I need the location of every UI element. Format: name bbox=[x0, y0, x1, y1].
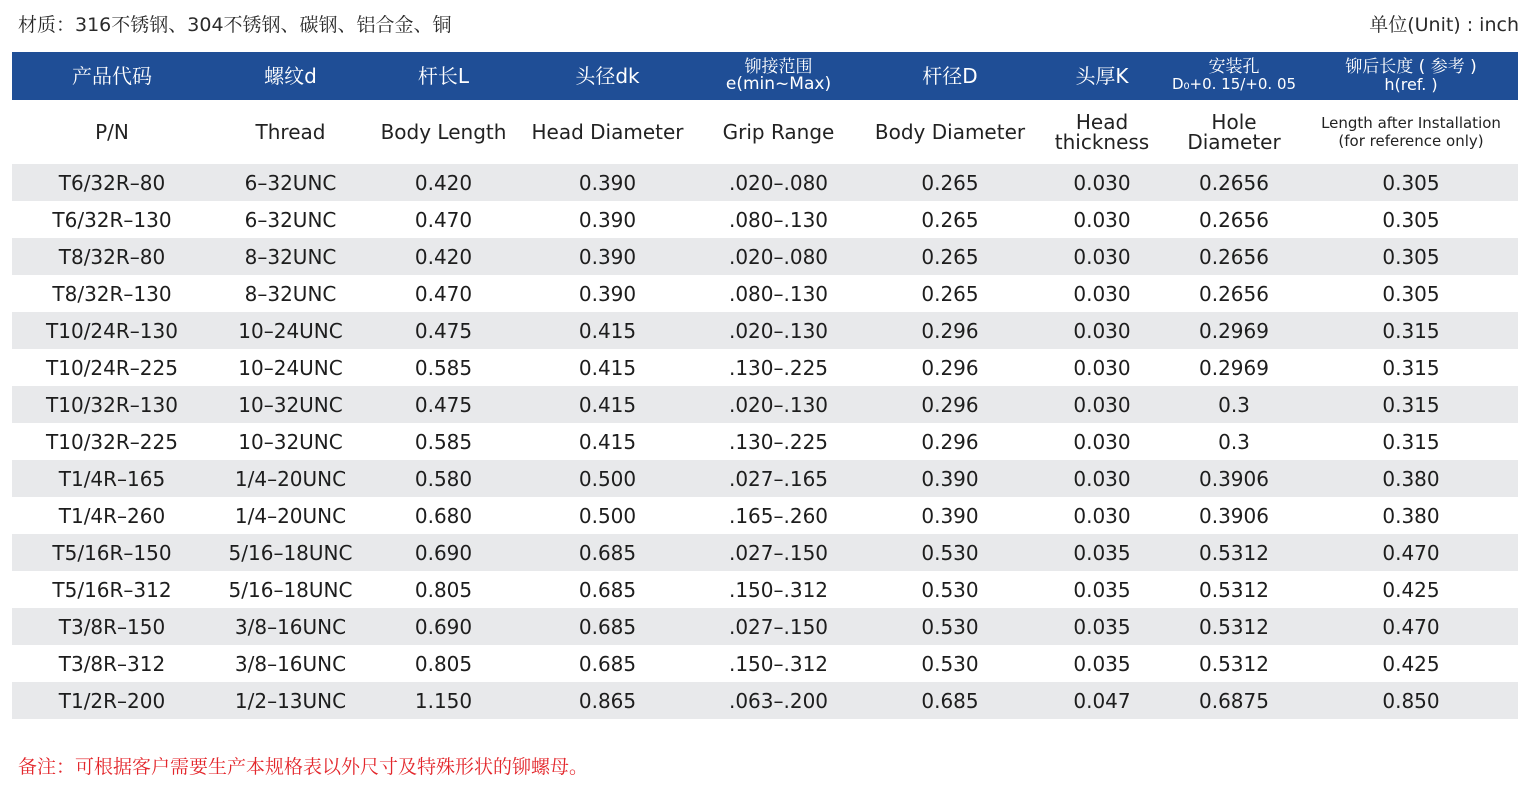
cell-head-thickness: 0.030 bbox=[1040, 497, 1164, 534]
cell-thread: 5/16–18UNC bbox=[212, 534, 369, 571]
cell-body-diameter: 0.390 bbox=[860, 460, 1040, 497]
cell-after-length: 0.425 bbox=[1304, 645, 1518, 682]
cell-grip-range: .080–.130 bbox=[697, 201, 860, 238]
cell-grip-range: .027–.150 bbox=[697, 608, 860, 645]
cell-body-length: 0.475 bbox=[369, 312, 518, 349]
table-row bbox=[12, 349, 1518, 386]
top-info-bar bbox=[0, 6, 1533, 38]
cell-grip-range: .020–.130 bbox=[697, 386, 860, 423]
cell-grip-range: .020–.080 bbox=[697, 238, 860, 275]
cell-pn: T5/16R–312 bbox=[12, 571, 212, 608]
cell-after-length: 0.425 bbox=[1304, 571, 1518, 608]
cell-body-diameter: 0.530 bbox=[860, 645, 1040, 682]
after-length-en-line1: Length after Installation bbox=[1321, 114, 1501, 132]
cell-after-length: 0.315 bbox=[1304, 386, 1518, 423]
cell-body-diameter: 0.530 bbox=[860, 571, 1040, 608]
cell-body-diameter: 0.296 bbox=[860, 312, 1040, 349]
table-row bbox=[12, 608, 1518, 645]
cell-body-length: 0.475 bbox=[369, 386, 518, 423]
cell-head-diameter: 0.500 bbox=[518, 460, 697, 497]
cell-after-length: 0.380 bbox=[1304, 497, 1518, 534]
cell-grip-range: .150–.312 bbox=[697, 645, 860, 682]
col-header-body-length-cn: 杆长L bbox=[369, 52, 518, 100]
cell-pn: T10/32R–130 bbox=[12, 386, 212, 423]
cell-head-thickness: 0.035 bbox=[1040, 645, 1164, 682]
cell-after-length: 0.315 bbox=[1304, 423, 1518, 460]
cell-after-length: 0.315 bbox=[1304, 312, 1518, 349]
cell-thread: 6–32UNC bbox=[212, 164, 369, 201]
cell-body-length: 0.470 bbox=[369, 201, 518, 238]
cell-pn: T8/32R–130 bbox=[12, 275, 212, 312]
cell-thread: 3/8–16UNC bbox=[212, 608, 369, 645]
cell-head-thickness: 0.030 bbox=[1040, 386, 1164, 423]
cell-head-diameter: 0.390 bbox=[518, 201, 697, 238]
cell-body-length: 0.420 bbox=[369, 164, 518, 201]
cell-after-length: 0.470 bbox=[1304, 534, 1518, 571]
hole-diameter-en-line1: Hole bbox=[1211, 110, 1257, 134]
cell-hole-diameter: 0.3906 bbox=[1164, 460, 1304, 497]
table-row bbox=[12, 312, 1518, 349]
cell-thread: 10–32UNC bbox=[212, 423, 369, 460]
col-header-thread-en: Thread bbox=[212, 100, 369, 164]
cell-head-thickness: 0.030 bbox=[1040, 275, 1164, 312]
cell-grip-range: .130–.225 bbox=[697, 349, 860, 386]
cell-hole-diameter: 0.3 bbox=[1164, 386, 1304, 423]
after-length-cn-line1: 铆后长度 ( 参考 ) bbox=[1345, 57, 1477, 77]
table-row bbox=[12, 645, 1518, 682]
grip-range-cn-line1: 铆接范围 bbox=[744, 57, 813, 77]
footnote: 备注：可根据客户需要生产本规格表以外尺寸及特殊形状的铆螺母。 bbox=[18, 756, 589, 778]
cell-grip-range: .063–.200 bbox=[697, 682, 860, 719]
cell-after-length: 0.850 bbox=[1304, 682, 1518, 719]
cell-thread: 5/16–18UNC bbox=[212, 571, 369, 608]
cell-head-diameter: 0.415 bbox=[518, 423, 697, 460]
cell-head-diameter: 0.415 bbox=[518, 312, 697, 349]
cell-body-diameter: 0.685 bbox=[860, 682, 1040, 719]
table-row bbox=[12, 201, 1518, 238]
cell-grip-range: .165–.260 bbox=[697, 497, 860, 534]
hole-diameter-cn-line1: 安装孔 bbox=[1208, 57, 1260, 77]
cell-hole-diameter: 0.2656 bbox=[1164, 201, 1304, 238]
table-row bbox=[12, 682, 1518, 719]
cell-after-length: 0.305 bbox=[1304, 275, 1518, 312]
col-header-head-thickness-en bbox=[1040, 100, 1164, 164]
cell-head-thickness: 0.030 bbox=[1040, 349, 1164, 386]
cell-pn: T1/2R–200 bbox=[12, 682, 212, 719]
cell-head-diameter: 0.685 bbox=[518, 571, 697, 608]
cell-thread: 8–32UNC bbox=[212, 275, 369, 312]
cell-hole-diameter: 0.2969 bbox=[1164, 349, 1304, 386]
cell-thread: 3/8–16UNC bbox=[212, 645, 369, 682]
col-header-hole-diameter-cn bbox=[1164, 52, 1304, 100]
after-length-cn-line2: h(ref. ) bbox=[1384, 75, 1438, 94]
cell-body-diameter: 0.265 bbox=[860, 201, 1040, 238]
cell-after-length: 0.470 bbox=[1304, 608, 1518, 645]
cell-head-diameter: 0.685 bbox=[518, 608, 697, 645]
cell-body-diameter: 0.265 bbox=[860, 275, 1040, 312]
cell-hole-diameter: 0.5312 bbox=[1164, 534, 1304, 571]
cell-body-length: 0.680 bbox=[369, 497, 518, 534]
cell-body-diameter: 0.296 bbox=[860, 423, 1040, 460]
cell-body-length: 0.580 bbox=[369, 460, 518, 497]
cell-head-thickness: 0.035 bbox=[1040, 571, 1164, 608]
col-header-head-diameter-cn: 头径dk bbox=[518, 52, 697, 100]
table-row bbox=[12, 164, 1518, 201]
cell-head-diameter: 0.390 bbox=[518, 164, 697, 201]
spec-table-body bbox=[12, 164, 1518, 719]
hole-diameter-cn-line2: D₀+0. 15/+0. 05 bbox=[1171, 75, 1297, 93]
cell-body-diameter: 0.296 bbox=[860, 386, 1040, 423]
cell-head-diameter: 0.865 bbox=[518, 682, 697, 719]
col-header-grip-range-en: Grip Range bbox=[697, 100, 860, 164]
cell-head-thickness: 0.047 bbox=[1040, 682, 1164, 719]
cell-thread: 1/4–20UNC bbox=[212, 460, 369, 497]
cell-head-diameter: 0.390 bbox=[518, 238, 697, 275]
col-header-head-thickness-cn: 头厚K bbox=[1040, 52, 1164, 100]
col-header-thread-cn: 螺纹d bbox=[212, 52, 369, 100]
hole-diameter-en-line2: Diameter bbox=[1187, 130, 1281, 154]
cell-thread: 10–32UNC bbox=[212, 386, 369, 423]
cell-grip-range: .027–.150 bbox=[697, 534, 860, 571]
cell-pn: T10/24R–130 bbox=[12, 312, 212, 349]
cell-head-thickness: 0.030 bbox=[1040, 460, 1164, 497]
table-row bbox=[12, 534, 1518, 571]
col-header-hole-diameter-en bbox=[1164, 100, 1304, 164]
cell-thread: 10–24UNC bbox=[212, 349, 369, 386]
cell-head-diameter: 0.685 bbox=[518, 645, 697, 682]
cell-body-length: 0.585 bbox=[369, 349, 518, 386]
col-header-grip-range-cn bbox=[697, 52, 860, 100]
cell-pn: T3/8R–312 bbox=[12, 645, 212, 682]
table-row bbox=[12, 238, 1518, 275]
cell-hole-diameter: 0.2656 bbox=[1164, 238, 1304, 275]
cell-body-diameter: 0.390 bbox=[860, 497, 1040, 534]
header-row-english bbox=[12, 100, 1518, 164]
cell-pn: T5/16R–150 bbox=[12, 534, 212, 571]
table-row bbox=[12, 497, 1518, 534]
unit-text: 单位(Unit) : inch bbox=[1369, 14, 1519, 36]
cell-hole-diameter: 0.6875 bbox=[1164, 682, 1304, 719]
cell-body-length: 0.690 bbox=[369, 608, 518, 645]
cell-body-length: 1.150 bbox=[369, 682, 518, 719]
cell-head-thickness: 0.030 bbox=[1040, 312, 1164, 349]
cell-after-length: 0.380 bbox=[1304, 460, 1518, 497]
cell-body-diameter: 0.296 bbox=[860, 349, 1040, 386]
cell-body-diameter: 0.530 bbox=[860, 534, 1040, 571]
cell-pn: T1/4R–260 bbox=[12, 497, 212, 534]
cell-body-length: 0.805 bbox=[369, 645, 518, 682]
cell-hole-diameter: 0.5312 bbox=[1164, 608, 1304, 645]
cell-body-diameter: 0.265 bbox=[860, 164, 1040, 201]
cell-pn: T1/4R–165 bbox=[12, 460, 212, 497]
col-header-after-length-en bbox=[1304, 100, 1518, 164]
cell-head-diameter: 0.415 bbox=[518, 386, 697, 423]
table-row bbox=[12, 423, 1518, 460]
cell-pn: T6/32R–80 bbox=[12, 164, 212, 201]
col-header-body-length-en: Body Length bbox=[369, 100, 518, 164]
cell-body-length: 0.805 bbox=[369, 571, 518, 608]
cell-body-length: 0.470 bbox=[369, 275, 518, 312]
head-thickness-en-line1: Head bbox=[1075, 110, 1129, 134]
cell-grip-range: .150–.312 bbox=[697, 571, 860, 608]
cell-thread: 8–32UNC bbox=[212, 238, 369, 275]
cell-pn: T3/8R–150 bbox=[12, 608, 212, 645]
col-header-pn-cn: 产品代码 bbox=[12, 52, 212, 100]
col-header-after-length-cn bbox=[1304, 52, 1518, 100]
col-header-body-diameter-en: Body Diameter bbox=[860, 100, 1040, 164]
table-row bbox=[12, 460, 1518, 497]
cell-head-diameter: 0.415 bbox=[518, 349, 697, 386]
cell-hole-diameter: 0.5312 bbox=[1164, 571, 1304, 608]
cell-hole-diameter: 0.3 bbox=[1164, 423, 1304, 460]
after-length-en-line2: (for reference only) bbox=[1338, 132, 1484, 150]
head-thickness-en-line2: thickness bbox=[1054, 130, 1150, 154]
cell-pn: T8/32R–80 bbox=[12, 238, 212, 275]
cell-head-diameter: 0.685 bbox=[518, 534, 697, 571]
cell-thread: 1/2–13UNC bbox=[212, 682, 369, 719]
cell-thread: 10–24UNC bbox=[212, 312, 369, 349]
cell-thread: 6–32UNC bbox=[212, 201, 369, 238]
cell-head-diameter: 0.390 bbox=[518, 275, 697, 312]
cell-body-length: 0.585 bbox=[369, 423, 518, 460]
cell-head-thickness: 0.035 bbox=[1040, 608, 1164, 645]
table-row bbox=[12, 386, 1518, 423]
material-text: 材质：316不锈钢、304不锈钢、碳钢、铝合金、铜 bbox=[18, 14, 452, 36]
cell-grip-range: .130–.225 bbox=[697, 423, 860, 460]
cell-head-thickness: 0.030 bbox=[1040, 423, 1164, 460]
cell-grip-range: .027–.165 bbox=[697, 460, 860, 497]
cell-head-thickness: 0.035 bbox=[1040, 534, 1164, 571]
cell-after-length: 0.305 bbox=[1304, 164, 1518, 201]
col-header-head-diameter-en: Head Diameter bbox=[518, 100, 697, 164]
cell-hole-diameter: 0.5312 bbox=[1164, 645, 1304, 682]
col-header-body-diameter-cn: 杆径D bbox=[860, 52, 1040, 100]
cell-hole-diameter: 0.2969 bbox=[1164, 312, 1304, 349]
cell-grip-range: .020–.130 bbox=[697, 312, 860, 349]
cell-pn: T10/32R–225 bbox=[12, 423, 212, 460]
grip-range-cn-line2: e(min~Max) bbox=[725, 74, 832, 94]
cell-thread: 1/4–20UNC bbox=[212, 497, 369, 534]
cell-body-diameter: 0.530 bbox=[860, 608, 1040, 645]
col-header-pn-en: P/N bbox=[12, 100, 212, 164]
cell-after-length: 0.305 bbox=[1304, 201, 1518, 238]
cell-after-length: 0.315 bbox=[1304, 349, 1518, 386]
table-row bbox=[12, 275, 1518, 312]
cell-hole-diameter: 0.2656 bbox=[1164, 164, 1304, 201]
cell-grip-range: .080–.130 bbox=[697, 275, 860, 312]
cell-body-length: 0.420 bbox=[369, 238, 518, 275]
cell-body-length: 0.690 bbox=[369, 534, 518, 571]
cell-grip-range: .020–.080 bbox=[697, 164, 860, 201]
cell-head-thickness: 0.030 bbox=[1040, 238, 1164, 275]
cell-head-thickness: 0.030 bbox=[1040, 164, 1164, 201]
spec-table bbox=[12, 52, 1518, 719]
cell-head-diameter: 0.500 bbox=[518, 497, 697, 534]
table-row bbox=[12, 571, 1518, 608]
cell-body-diameter: 0.265 bbox=[860, 238, 1040, 275]
cell-after-length: 0.305 bbox=[1304, 238, 1518, 275]
cell-hole-diameter: 0.3906 bbox=[1164, 497, 1304, 534]
cell-hole-diameter: 0.2656 bbox=[1164, 275, 1304, 312]
header-row-chinese bbox=[12, 52, 1518, 100]
cell-pn: T10/24R–225 bbox=[12, 349, 212, 386]
cell-head-thickness: 0.030 bbox=[1040, 201, 1164, 238]
cell-pn: T6/32R–130 bbox=[12, 201, 212, 238]
